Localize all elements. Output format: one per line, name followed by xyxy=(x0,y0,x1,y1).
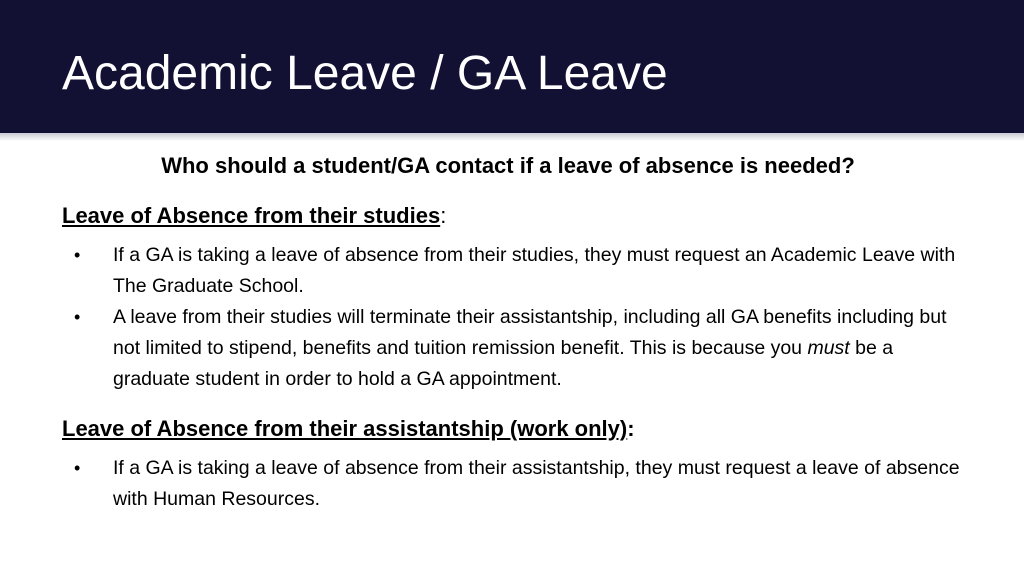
section-heading-assistantship-colon: : xyxy=(627,416,635,441)
section-heading-assistantship xyxy=(62,414,635,444)
section-heading-studies-text: Leave of Absence from their studies xyxy=(62,203,441,228)
bullet-dot-icon: • xyxy=(74,245,81,265)
slide-question: Who should a student/GA contact if a leave of absence is needed? xyxy=(161,153,855,178)
bullet-emphasis: must xyxy=(807,337,850,359)
bullet-text-after: be a graduate student in order to hold a GA appointment. xyxy=(113,337,894,390)
bullet-text: If a GA is taking a leave of absence from their studies, they must request an Academic Leave with The Graduate School. xyxy=(113,244,956,297)
list-item xyxy=(0,302,963,395)
bullet-dot-icon: • xyxy=(74,307,81,327)
list-item xyxy=(0,453,963,515)
section-studies-list xyxy=(0,240,963,395)
section-heading-assistantship-text: Leave of Absence from their assistantship (work only) xyxy=(62,416,628,441)
list-item xyxy=(0,240,963,302)
title-bar-shadow xyxy=(0,133,1024,141)
title-bar xyxy=(0,0,1024,133)
section-heading-studies xyxy=(62,201,446,231)
bullet-text-before: A leave from their studies will terminate their assistantship, including all GA benefits including but not limited to stipend, benefits and tuition remission benefit. This is because you xyxy=(113,306,947,359)
bullet-dot-icon: • xyxy=(74,458,81,478)
section-heading-studies-colon: : xyxy=(440,203,447,228)
slide-title: Academic Leave / GA Leave xyxy=(62,47,668,100)
bullet-text: If a GA is taking a leave of absence from their assistantship, they must request a leave of absence with Human Resources. xyxy=(113,457,960,510)
section-assistantship-list xyxy=(0,453,963,515)
